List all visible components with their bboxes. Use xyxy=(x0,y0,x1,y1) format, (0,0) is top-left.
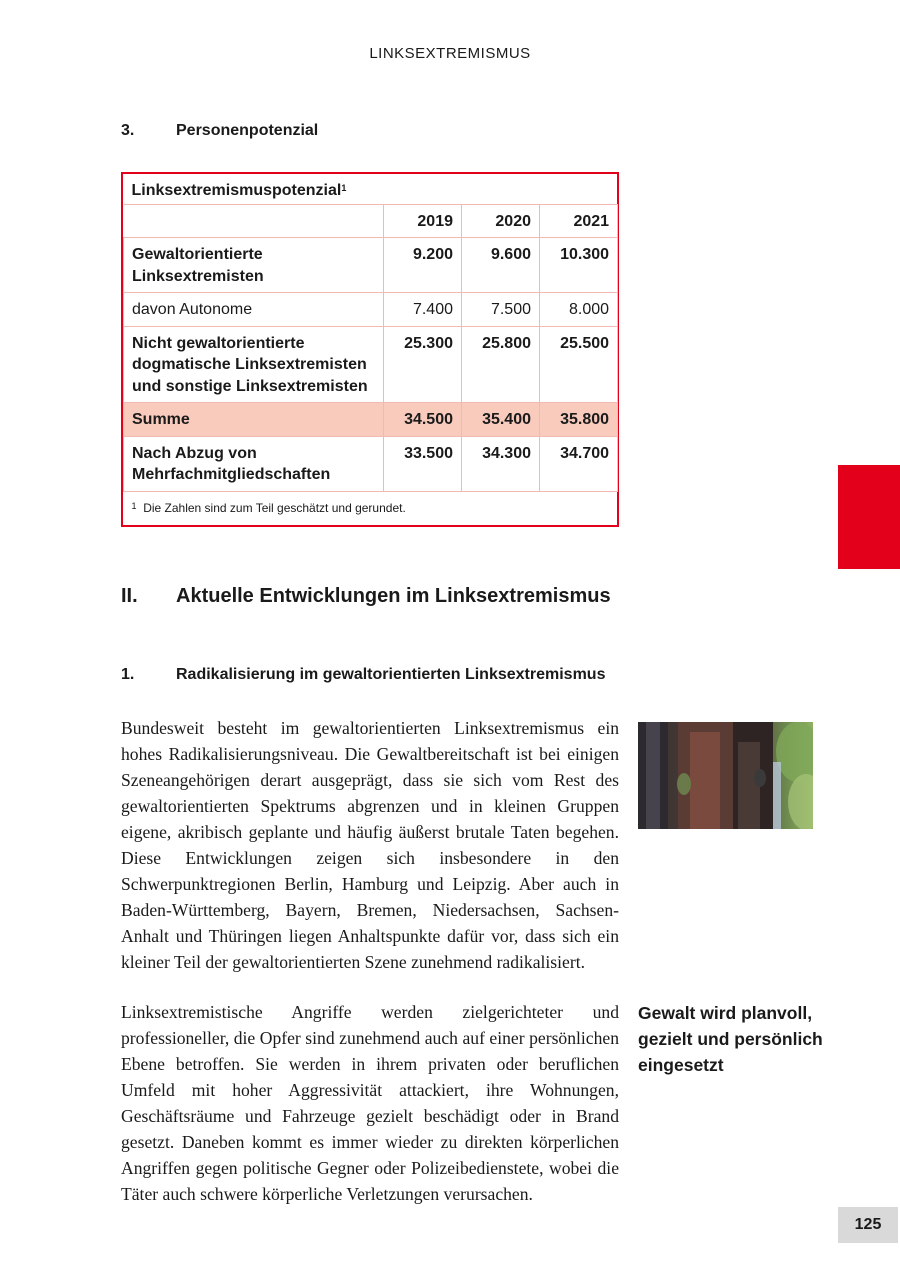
potential-table-frame xyxy=(121,172,619,527)
cell-value: 10.300 xyxy=(540,238,618,293)
year-header: 2020 xyxy=(462,204,540,238)
section-number: 1. xyxy=(121,666,135,683)
section-title: Personenpotenzial xyxy=(176,122,319,139)
cell-value: 34.700 xyxy=(540,436,618,491)
cell-value: 34.300 xyxy=(462,436,540,491)
running-header: LINKSEXTREMISMUS xyxy=(369,45,531,62)
year-header: 2021 xyxy=(540,204,618,238)
section-title: Radikalisierung im gewaltorientierten Linksextremismus xyxy=(176,666,606,683)
row-label: Gewaltorientierte Linksextremisten xyxy=(124,238,384,293)
page-number: 125 xyxy=(838,1207,898,1243)
body-paragraph: Bundesweit besteht im gewaltorientierten Linksextremismus ein hohes Radikalisierungsniveau. Die Gewaltbereitschaft ist bei einigen Szeneangehörigen derart ausgeprägt, dass sie sich vom Rest des gewaltorientierten Spektrums abgrenzen und in kleinen Gruppen eigene, akribisch geplante und häufig äußerst brutale Taten begehen. Diese Entwicklungen zeigen sich insbesondere in den Schwerpunktregionen Berlin, Hamburg und Leipzig. Aber auch in Baden-Württemberg, Bayern, Bremen, Niedersachsen, Sachsen-Anhalt und Thüringen liegen Anhaltspunkte dafür vor, dass sich ein kleiner Teil der gewaltorientierten Szene zunehmend radikalisiert. xyxy=(121,718,619,972)
cell-value: 9.600 xyxy=(462,238,540,293)
row-label: Summe xyxy=(124,403,384,437)
table-row xyxy=(124,436,618,491)
cell-value: 7.400 xyxy=(384,293,462,327)
table-row xyxy=(124,238,618,293)
body-paragraph: Linksextremistische Angriffe werden zielgerichteter und professioneller, die Opfer sind zunehmend auch auf einer persönlichen Ebene betroffen. Sie werden in ihrem privaten oder beruflichen Umfeld mit hoher Aggressivität attackiert, ihre Wohnungen, Geschäftsräume und Fahrzeuge gezielt beschädigt oder in Brand gesetzt. Daneben kommt es immer wieder zu direkten körperlichen Angriffen gegen politische Gegner oder Polizeibedienstete, wobei die Täter auch schwere körperliche Verletzungen verursachen. xyxy=(121,1002,619,1204)
table-header-blank xyxy=(124,204,384,238)
row-label: Nach Abzug von Mehrfachmitgliedschaften xyxy=(124,436,384,491)
table-footnote: $^1$ Die Zahlen sind zum Teil geschätzt und gerundet. xyxy=(124,491,618,525)
row-label: davon Autonome xyxy=(124,293,384,327)
cell-value: 25.800 xyxy=(462,326,540,403)
cell-value: 25.500 xyxy=(540,326,618,403)
chapter-heading xyxy=(121,585,611,608)
section-heading-personenpotenzial xyxy=(121,122,318,140)
cell-value: 34.500 xyxy=(384,403,462,437)
potential-table xyxy=(123,174,618,525)
table-row xyxy=(124,293,618,327)
table-footnote-row xyxy=(124,491,618,525)
table-caption: Linksextremismuspotenzial$^1$ xyxy=(131,182,347,199)
cell-value: 8.000 xyxy=(540,293,618,327)
cell-value: 9.200 xyxy=(384,238,462,293)
cell-value: 25.300 xyxy=(384,326,462,403)
cell-value: 7.500 xyxy=(462,293,540,327)
cell-value: 35.400 xyxy=(462,403,540,437)
section-number: 3. xyxy=(121,122,135,139)
section-heading-radikalisierung xyxy=(121,666,605,684)
margin-note: Gewalt wird planvoll, gezielt und persönlich eingesetzt xyxy=(638,1003,823,1075)
cell-value: 35.800 xyxy=(540,403,618,437)
chapter-number: II. xyxy=(121,585,138,607)
table-row xyxy=(124,326,618,403)
year-header: 2019 xyxy=(384,204,462,238)
protest-photo xyxy=(638,722,813,829)
chapter-marker-tab xyxy=(838,465,900,569)
table-header-row xyxy=(124,204,618,238)
chapter-title: Aktuelle Entwicklungen im Linksextremismus xyxy=(176,585,611,607)
table-row-sum xyxy=(124,403,618,437)
row-label: Nicht gewaltorientierte dogmatische Linksextremisten und sonstige Linksextremisten xyxy=(124,326,384,403)
footnote-mark: 1 xyxy=(341,183,347,193)
cell-value: 33.500 xyxy=(384,436,462,491)
